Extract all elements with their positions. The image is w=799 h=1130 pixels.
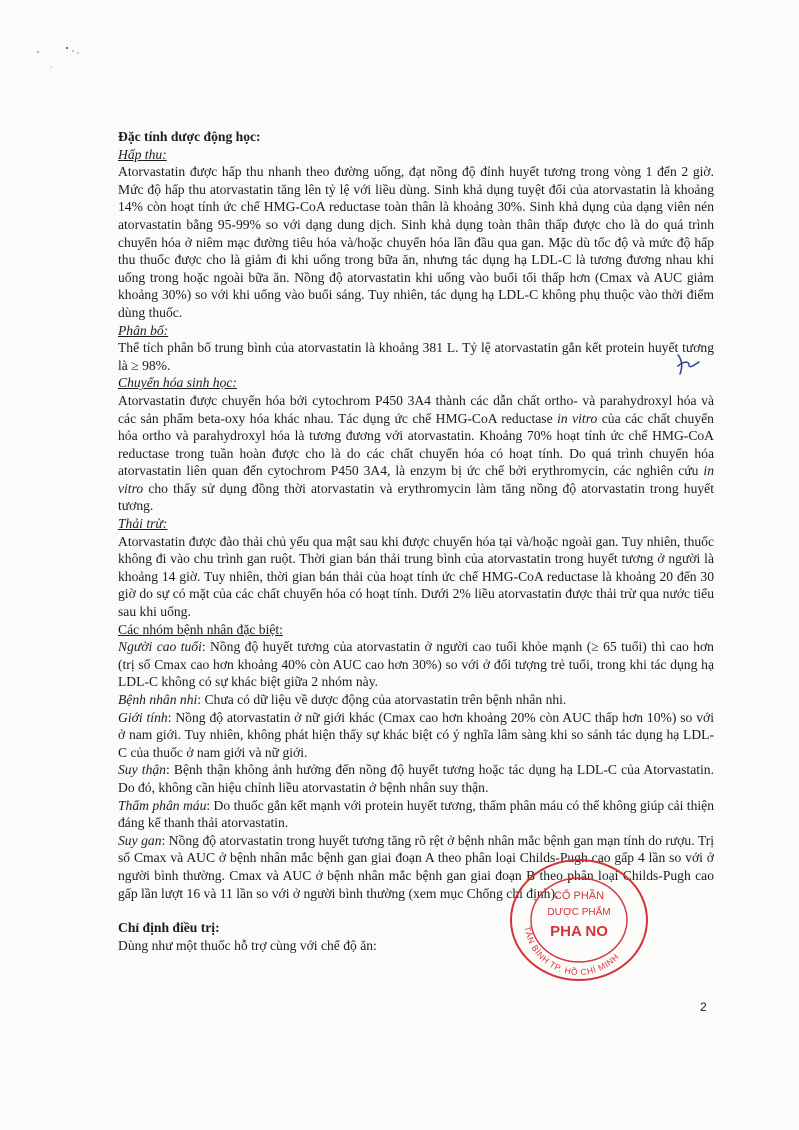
- seal-line-2: DƯỢC PHẨM: [547, 907, 611, 918]
- special-item-gender: Giới tính: Nồng độ atorvastatin ở nữ giới khác (Cmax cao hơn khoảng 20% còn AUC thấp hơn 10%) so với ở nam giới. Tuy nhiên, không phát hiện thấy sự khác biệt có ý nghĩa lâm sàng khi so sánh tác dụng hạ LDL-C của thuốc ở nam giới và nữ giới.: [118, 709, 715, 760]
- seal-line-3: PHA NO: [550, 923, 608, 940]
- metabolism-title: Chuyển hóa sinh học:: [118, 375, 237, 391]
- elimination-title: Thải trừ:: [118, 516, 168, 532]
- page-number: 2: [700, 1000, 707, 1014]
- pharmacokinetics-heading: Đặc tính dược động học:: [118, 129, 261, 144]
- scan-specks: [30, 40, 90, 75]
- seal-ring-text: TÂN BÌNH TP. HỒ CHÍ MINH: [522, 925, 621, 978]
- distribution-title: Phân bố:: [118, 322, 169, 338]
- company-seal: [504, 856, 654, 986]
- metabolism-paragraph: Atorvastatin được chuyển hóa bởi cytochrom P450 3A4 thành các dẫn chất ortho- và parahydroxyl hóa và các sản phẩm beta-oxy hóa khác nhau. Tác dụng ức chế HMG-CoA reductase in vitro của các chất chuyển hóa ortho và parahydroxyl hóa là tương đương với atorvastatin. Khoảng 70% hoạt tính ức chế HMG-CoA reductase trong tuần hoàn được cho là do các chất chuyển hóa có hoạt tính. Do quá trình chuyển hóa atorvastatin liên quan đến cytochrom P450 3A4, là enzym bị ức chế bởi erythromycin, các nghiên cứu in vitro cho thấy sử dụng đồng thời atorvastatin và erythromycin làm tăng nồng độ atorvastatin trong huyết tương.: [118, 392, 714, 514]
- special-groups-title: Các nhóm bệnh nhân đặc biệt:: [118, 621, 283, 637]
- indications-paragraph: Dùng như một thuốc hỗ trợ cùng với chế độ ăn:: [118, 937, 377, 953]
- absorption-title: Hấp thu:: [118, 146, 167, 162]
- document-body: [118, 128, 714, 954]
- distribution-paragraph: Thể tích phân bố trung bình của atorvastatin là khoảng 381 L. Tỷ lệ atorvastatin gắn kết protein huyết tương là ≥ 98%.: [118, 340, 714, 373]
- indications-heading: Chỉ định điều trị:: [118, 920, 220, 936]
- signature-mark: [672, 352, 702, 378]
- absorption-paragraph: Atorvastatin được hấp thu nhanh theo đường uống, đạt nồng độ đỉnh huyết tương trong vòng 1 đến 2 giờ. Mức độ hấp thu atorvastatin tăng lên tỷ lệ với liều dùng. Sinh khả dụng tuyệt đối của atorvastatin là khoảng 14% còn hoạt tính ức chế HMG-CoA reductase toàn thân là khoảng 30%. Sinh khả dụng của dạng viên nén atorvastatin bằng 95-99% so với dạng dung dịch. Sinh khả dụng toàn thân thấp được cho là do quá trình chuyển hóa ở niêm mạc đường tiêu hóa và/hoặc chuyển hóa lần đầu qua gan. Mặc dù tốc độ và mức độ hấp thu thuốc được cho là giảm đi khi uống trong bữa ăn, nhưng tác dụng hạ LDL-C là tương đương nhau khi uống trong hoặc ngoài bữa ăn. Nồng độ atorvastatin khi uống vào buổi tối thấp hơn (Cmax và AUC giảm khoảng 30%) so với khi uống vào buổi sáng. Tuy nhiên, tác dụng hạ LDL-C không phụ thuộc vào thời điểm dùng thuốc.: [118, 164, 714, 320]
- special-item-renal: Suy thận: Bệnh thận không ảnh hưởng đến nồng độ huyết tương hoặc tác dụng hạ LDL-C của Atorvastatin. Do đó, không cần hiệu chỉnh liều atorvastatin ở bệnh nhân suy thận.: [118, 762, 714, 795]
- elimination-paragraph: Atorvastatin được đào thải chủ yếu qua mật sau khi được chuyển hóa tại và/hoặc ngoài gan. Tuy nhiên, thuốc không đi vào chu trình gan ruột. Thời gian bán thải trung bình của atorvastatin trong huyết tương ở người là khoảng 14 giờ. Tuy nhiên, thời gian bán thải của hoạt tính ức chế HMG-CoA reductase là khoảng 20 đến 30 giờ do sự có mặt của các chất chuyển hóa có hoạt tính. Dưới 2% liều atorvastatin được thải trừ qua nước tiểu sau khi uống.: [118, 533, 714, 620]
- special-item-elderly: Người cao tuổi: Nồng độ huyết tương của atorvastatin ở người cao tuổi khỏe mạnh (≥ 65 tuổi) thì cao hơn (trị số Cmax cao hơn khoảng 40% còn AUC cao hơn 30%) so với ở đối tượng trẻ tuổi, trong khi tác dụng hạ LDL-C không có sự khác biệt giữa 2 nhóm này.: [118, 639, 714, 690]
- special-item-pediatric: Bệnh nhân nhi: Chưa có dữ liệu về dược động của atorvastatin trên bệnh nhân nhi.: [118, 692, 567, 707]
- special-item-hepatic: Suy gan: Nồng độ atorvastatin trong huyết tương tăng rõ rệt ở bệnh nhân mắc bệnh gan mạn tính do rượu. Trị số Cmax và AUC ở bệnh nhân mắc bệnh gan giai đoạn A theo phân loại Childs-Pugh cao gấp 4 lần so với ở người bình thường. Cmax và AUC ở bệnh nhân mắc bệnh gan giai đoạn B theo phân loại Childs-Pugh cao gấp lần lượt 16 và 11 lần so với ở người bình thường (xem mục Chống chỉ định).: [118, 832, 714, 901]
- special-item-hemodialysis: Thẩm phân máu: Do thuốc gắn kết mạnh với protein huyết tương, thẩm phân máu có thể không giúp cải thiện đáng kể thanh thải atorvastatin.: [118, 797, 714, 831]
- seal-line-1: CỔ PHẦN: [553, 890, 605, 902]
